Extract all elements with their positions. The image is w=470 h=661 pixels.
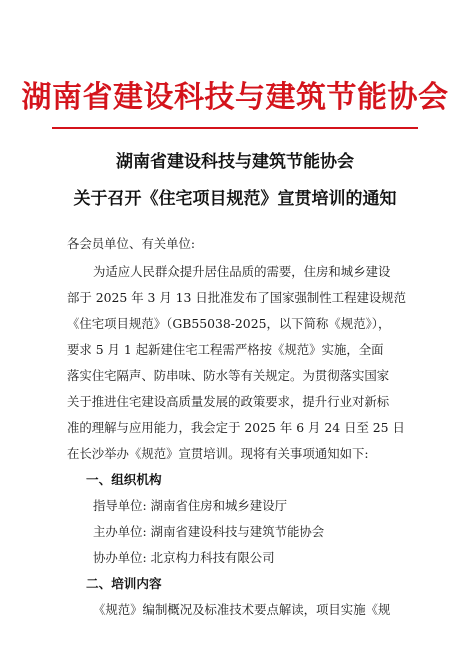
section-item: 指导单位: 湖南省住房和城乡建设厅 [93,498,287,513]
paragraph-line: 部于 2025 年 3 月 13 日批准发布了国家强制性工程建设规范 [67,290,407,305]
letterhead-org-name: 湖南省建设科技与建筑节能协会 [21,80,449,115]
section-heading-organization: 一、组织机构 [86,472,162,487]
section-heading-content: 二、培训内容 [86,576,162,591]
paragraph-line: 在长沙举办《规范》宣贯培训。现将有关事项通知如下: [67,446,369,461]
notice-title-line-2: 关于召开《住宅项目规范》宣贯培训的通知 [73,189,397,209]
section-item: 主办单位: 湖南省建设科技与建筑节能协会 [93,524,325,539]
section-item: 协办单位: 北京构力科技有限公司 [93,550,275,565]
paragraph-line: 准的理解与应用能力，我会定于 2025 年 6 月 24 日至 25 日 [67,420,405,435]
salutation: 各会员单位、有关单位: [67,236,196,251]
section-content-line: 《规范》编制概况及标准技术要点解读，项目实施《规 [93,602,391,617]
notice-title-line-1: 湖南省建设科技与建筑节能协会 [116,152,354,172]
paragraph-line: 关于推进住宅建设高质量发展的政策要求，提升行业对新标 [67,394,390,409]
letterhead-red-rule [52,127,418,129]
paragraph-line: 要求 5 月 1 起新建住宅工程需严格按《规范》实施，全面 [67,342,384,357]
paragraph-line: 为适应人民群众提升居住品质的需要，住房和城乡建设 [93,264,391,279]
paragraph-line: 《住宅项目规范》（GB55038-2025，以下简称《规范》）， [67,316,391,331]
paragraph-line: 落实住宅隔声、防串味、防水等有关规定。为贯彻落实国家 [67,368,390,383]
